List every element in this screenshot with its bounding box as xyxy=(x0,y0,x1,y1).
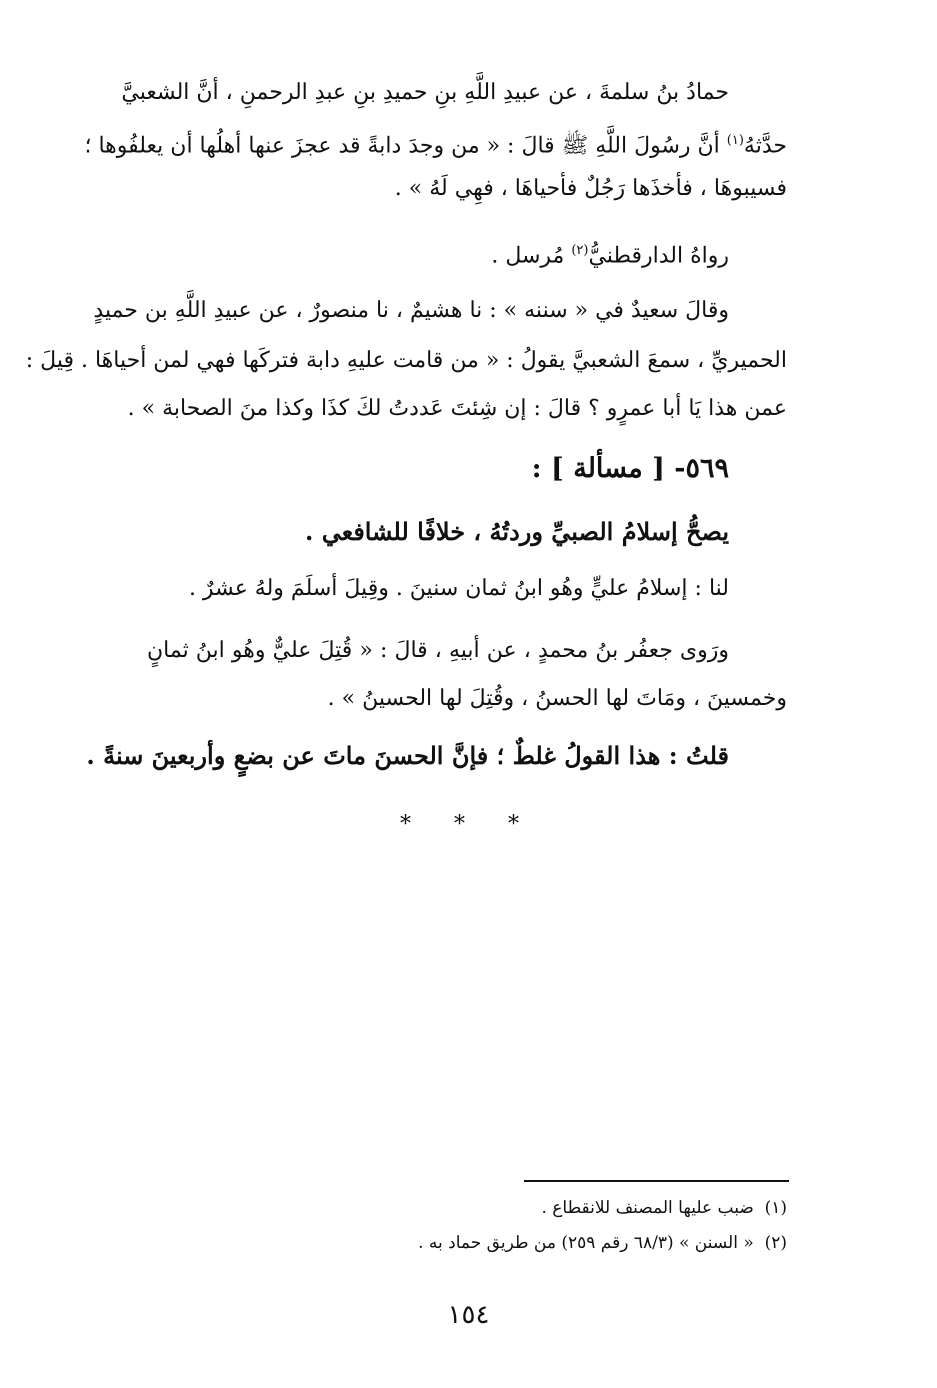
paragraph-1-line-2 xyxy=(84,126,787,161)
paragraph-3-line-2: الحميريِّ ، سمعَ الشعبيَّ يقولُ : « من قامت عليهِ دابة فتركَها فهي لمن أحياهَا . قِيلَ : xyxy=(25,348,787,373)
footnote-ref-2: (٢) xyxy=(571,243,589,258)
paragraph-4: لنا : إسلامُ عليٍّ وهُو ابنُ ثمان سنينَ . وقِيلَ أسلَمَ ولهُ عشرٌ . xyxy=(188,576,729,601)
paragraph-1-line-3: فسيبوهَا ، فأخذَها رَجُلٌ فأحياهَا ، فهِي لَهُ » . xyxy=(394,176,787,201)
paragraph-2 xyxy=(147,236,729,271)
paragraph-2-end: مُرسل . xyxy=(491,243,572,269)
paragraph-5-line-1: ورَوى جعفُر بنُ محمدٍ ، عن أبيهِ ، قالَ : « قُتِلَ عليٌّ وهُو ابنُ ثمانٍ xyxy=(147,638,729,663)
footnote-ref-1: (١) xyxy=(726,133,744,148)
footnote-1 xyxy=(541,1196,787,1220)
masala-heading: ٥٦٩- [ مسألة ] : xyxy=(531,453,729,484)
paragraph-2-start: رواهُ الدارقطنيُّ xyxy=(588,243,729,269)
footnote-1-text: ضبب عليها المصنف للانقطاع . xyxy=(541,1198,754,1218)
footnote-2 xyxy=(418,1231,787,1255)
footnote-divider xyxy=(524,1180,789,1182)
paragraph-1-line-1: حمادُ بنُ سلمةَ ، عن عبيدِ اللَّهِ بنِ حميدِ بنِ عبدِ الرحمنِ ، أنَّ الشعبيَّ xyxy=(121,80,729,105)
footnote-2-marker: (٢) xyxy=(764,1233,787,1253)
paragraph-5-line-2: وخمسينَ ، ومَاتَ لها الحسنُ ، وقُتِلَ لها الحسينُ » . xyxy=(327,686,787,711)
page-number: ١٥٤ xyxy=(447,1300,490,1330)
conclusion: قلتُ : هذا القولُ غلطٌ ؛ فإنَّ الحسنَ ماتَ عن بضعٍ وأربعينَ سنةً . xyxy=(86,741,729,770)
paragraph-3-line-1: وقالَ سعيدٌ في « سننه » : نا هشيمٌ ، نا منصورٌ ، عن عبيدِ اللَّهِ بن حميدٍ xyxy=(93,298,729,323)
section-separator: * * * xyxy=(400,812,537,837)
footnote-1-marker: (١) xyxy=(764,1198,787,1218)
footnote-2-text: « السنن » (٦٨/٣ رقم ٢٥٩) من طريق حماد به . xyxy=(418,1233,754,1253)
paragraph-1-line-2-start: حدَّثهُ xyxy=(743,133,787,159)
masala-ruling: يصحُّ إسلامُ الصبيِّ وردتُهُ ، خلافًا للشافعي . xyxy=(305,517,729,546)
paragraph-3-line-3: عمن هذا يَا أبا عمرٍو ؟ قالَ : إن شِئتَ عَددتُ لكَ كذَا وكذا منَ الصحابة » . xyxy=(127,396,787,421)
paragraph-1-line-2-end: أنَّ رسُولَ اللَّهِ ﷺ قالَ : « من وجدَ دابةً قد عجزَ عنها أهلُها أن يعلفُوها ؛ xyxy=(84,133,727,159)
